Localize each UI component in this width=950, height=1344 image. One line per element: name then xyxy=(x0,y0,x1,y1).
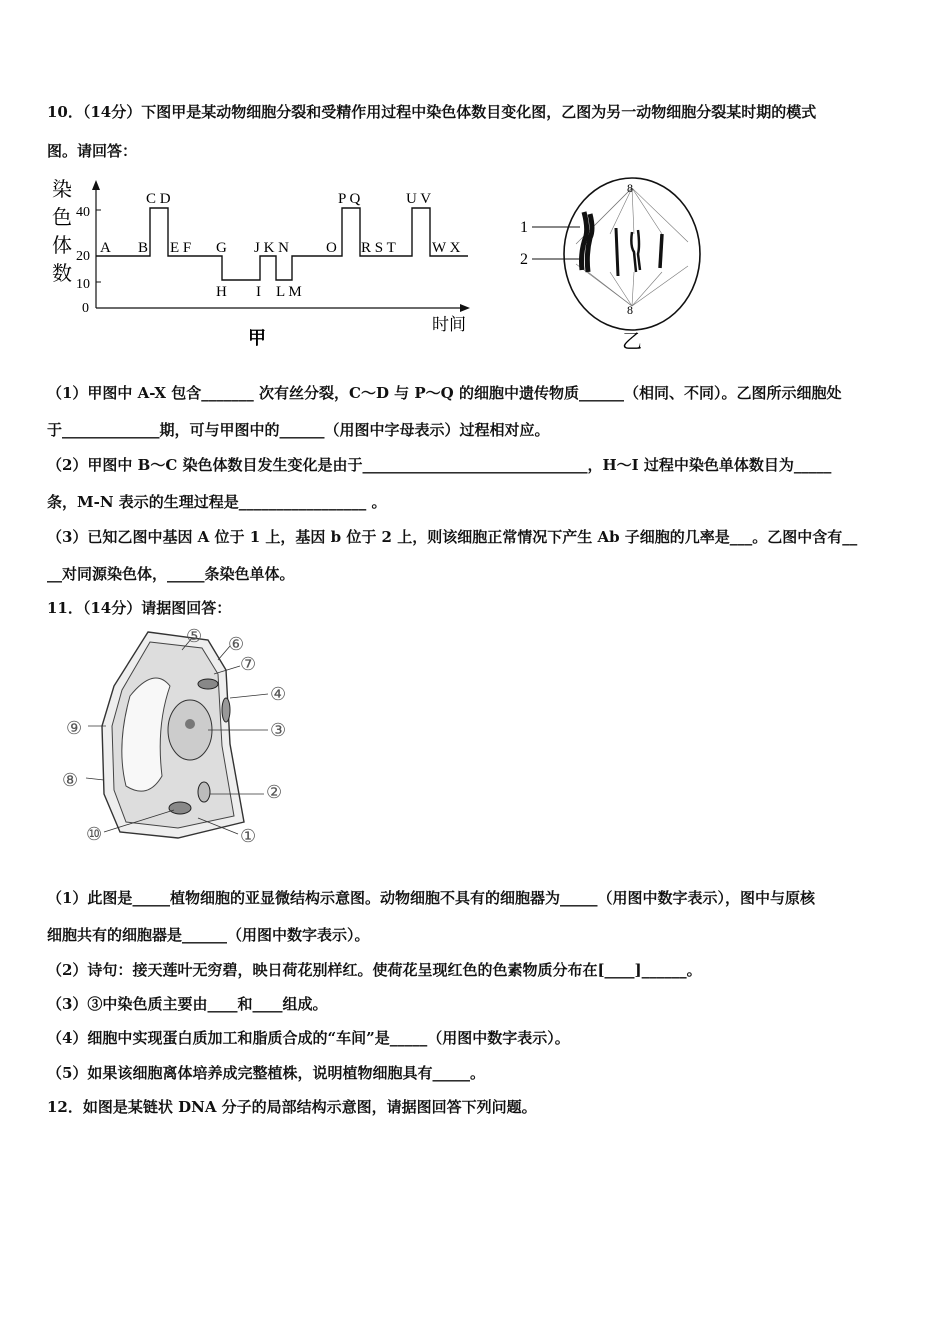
callout-4: ④ xyxy=(270,684,287,704)
q10-part2-line1: （2）甲图中 B～C 染色体数目发生变化是由于______________________________，H～I 过程中染色单体数目为_____ xyxy=(47,456,832,474)
chloroplast xyxy=(169,802,191,814)
chloroplast xyxy=(198,679,218,689)
ylabel-char: 染 xyxy=(52,179,72,201)
q10-part2-line2: 条，M-N 表示的生理过程是_________________ 。 xyxy=(47,493,387,511)
label-2: 2 xyxy=(520,251,528,268)
plant-cell-figure xyxy=(58,626,298,851)
ytick-10: 10 xyxy=(76,277,90,292)
ytick-20: 20 xyxy=(76,249,90,264)
figure-caption-jia: 甲 xyxy=(248,328,266,348)
y-axis-arrow xyxy=(92,180,100,190)
ylabel-char: 数 xyxy=(52,263,72,285)
ylabel-char: 体 xyxy=(52,235,72,257)
q11-part2: （2）诗句：接天莲叶无穷碧，映日荷花别样红。使荷花呈现红色的色素物质分布在[____]______。 xyxy=(47,961,702,979)
letter-label: U V xyxy=(406,191,432,207)
golgi xyxy=(222,698,230,722)
q11-part4: （4）细胞中实现蛋白质加工和脂质合成的“车间”是_____（用图中数字表示）。 xyxy=(47,1029,570,1047)
label-1: 1 xyxy=(520,219,528,236)
callout-6: ⑥ xyxy=(228,634,245,654)
letter-label: H xyxy=(216,284,227,300)
ylabel-char: 色 xyxy=(52,207,72,229)
letter-label: L M xyxy=(276,284,302,300)
letter-label: O xyxy=(326,240,337,256)
chromosome-3 xyxy=(616,228,618,276)
callout-5: ⑤ xyxy=(186,626,203,646)
q11-part3: （3）③中染色质主要由____和____组成。 xyxy=(47,995,328,1013)
callout-3: ③ xyxy=(270,720,287,740)
ytick-40: 40 xyxy=(76,205,90,220)
letter-label: C D xyxy=(146,191,171,207)
chromosome-count-chart xyxy=(44,176,484,351)
letter-label: A xyxy=(100,240,111,256)
callout-8: ⑧ xyxy=(62,770,79,790)
q10-part3-line1: （3）已知乙图中基因 A 位于 1 上，基因 b 位于 2 上，则该细胞正常情况下产生 Ab 子细胞的几率是___。乙图中含有__ xyxy=(47,528,858,546)
q10-part1-line2: 于_____________期，可与甲图中的______（用图中字母表示）过程相对应。 xyxy=(47,421,550,439)
callout-9: ⑨ xyxy=(66,718,83,738)
letter-label: I xyxy=(256,284,261,300)
q10-intro-line2: 图。请回答： xyxy=(47,142,138,160)
nucleolus xyxy=(185,719,195,729)
centriole-bottom: 8 xyxy=(627,303,633,317)
nucleus xyxy=(168,700,212,760)
letter-label: W X xyxy=(432,240,461,256)
chromosome-6 xyxy=(660,234,662,268)
q10-part3-line2: __对同源染色体，_____条染色单体。 xyxy=(47,565,295,583)
q11-part5: （5）如果该细胞离体培养成完整植株，说明植物细胞具有_____。 xyxy=(47,1064,485,1082)
callout-2: ② xyxy=(266,782,283,802)
x-axis-arrow xyxy=(460,304,470,312)
centriole-top: 8 xyxy=(627,181,633,195)
letter-label: E F xyxy=(170,240,192,256)
dividing-cell-figure xyxy=(514,172,714,354)
q11-part1-line1: （1）此图是_____植物细胞的亚显微结构示意图。动物细胞不具有的细胞器为_____（用图中数字表示），图中与原核 xyxy=(47,889,815,907)
x-axis-label: 时间 xyxy=(432,315,466,334)
letter-label: B xyxy=(138,240,149,256)
callout-10: ⑩ xyxy=(86,824,103,844)
callout-7: ⑦ xyxy=(240,654,257,674)
letter-label: R S T xyxy=(361,240,396,256)
figure-caption-yi: 乙 xyxy=(622,331,642,353)
q10-part1-line1: （1）甲图中 A-X 包含_______ 次有丝分裂，C～D 与 P～Q 的细胞中遗传物质______（相同、不同）。乙图所示细胞处 xyxy=(47,384,842,402)
chromosome-5 xyxy=(638,230,640,270)
q11-part1-line2: 细胞共有的细胞器是______（用图中数字表示）。 xyxy=(47,926,370,944)
chromosome-4 xyxy=(631,232,636,272)
q10-intro-line1: 10．（14分）下图甲是某动物细胞分裂和受精作用过程中染色体数目变化图，乙图为另一动物细胞分裂某时期的模式 xyxy=(47,103,817,121)
letter-label: P Q xyxy=(338,191,361,207)
mitochondrion xyxy=(198,782,210,802)
letter-label: G xyxy=(216,240,227,256)
letter-label: J K N xyxy=(254,240,290,256)
callout-1: ① xyxy=(240,826,257,846)
ytick-0: 0 xyxy=(82,301,89,316)
q12-intro: 12．如图是某链状 DNA 分子的局部结构示意图，请据图回答下列问题。 xyxy=(47,1098,537,1116)
q11-intro: 11．（14分）请据图回答： xyxy=(47,599,232,617)
